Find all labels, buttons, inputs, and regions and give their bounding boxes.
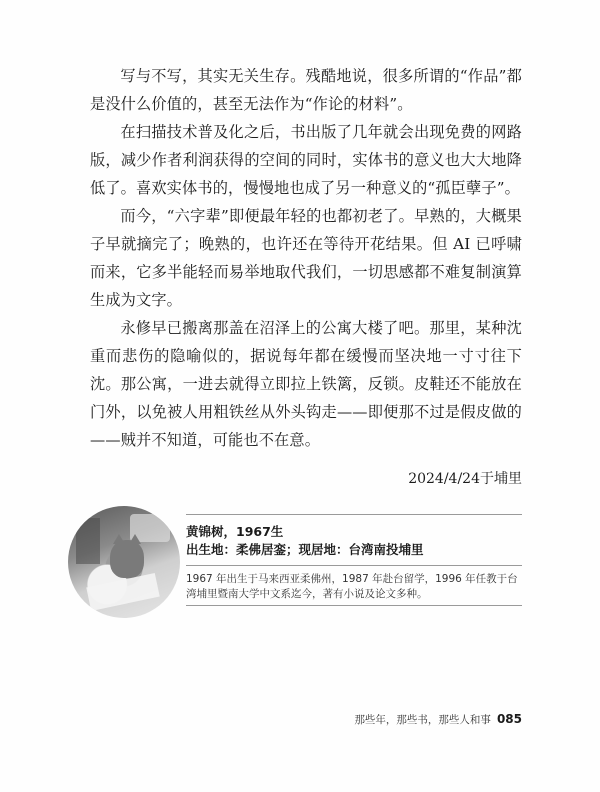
author-name: 黄锦树，1967生 xyxy=(186,524,284,539)
paragraph-4: 永修早已搬离那盖在沼泽上的公寓大楼了吧。那里，某种沈重而悲伤的隐喻似的，据说每年都在缓慢而坚决地一寸寸往下沈。那公寓，一进去就得立即拉上铁篱，反锁。皮鞋还不能放在门外，以免被人用粗铁丝从外头钩走——即便那不过是假皮做的——贼并不知道，可能也不在意。 xyxy=(90,319,522,449)
author-description: 1967 年出生于马来西亚柔佛州，1987 年赴台留学，1996 年任教于台湾埔里暨南大学中文系迄今，著有小说及论文多种。 xyxy=(186,573,518,600)
paragraph-3: 而今，“六字辈”即便最年轻的也都初老了。早熟的，大概果子早就摘完了；晚熟的，也许还在等待开花结果。但 AI 已呼啸而来，它多半能轻而易举地取代我们，一切思感都不难复制演算生成为文字。 xyxy=(90,207,522,309)
bio-middle-rule xyxy=(186,565,522,566)
page-footer xyxy=(280,712,522,727)
photo-bookshelf xyxy=(76,518,100,564)
author-photo xyxy=(68,506,180,618)
date-signoff: 2024/4/24于埔里 xyxy=(408,471,522,487)
paragraph-2: 在扫描技术普及化之后，书出版了几年就会出现免费的网路版，减少作者利润获得的空间的同时，实体书的意义也大大地降低了。喜欢实体书的，慢慢地也成了另一种意义的“孤臣孽子”。 xyxy=(90,123,522,197)
paragraph-1: 写与不写，其实无关生存。残酷地说，很多所谓的“作品”都是没什么价值的，甚至无法作为“作论的材料”。 xyxy=(90,67,522,113)
bio-bottom-rule xyxy=(186,605,522,606)
bio-top-rule xyxy=(186,514,522,515)
author-bio xyxy=(186,514,522,606)
author-origin: 出生地：柔佛居銮；现居地：台湾南投埔里 xyxy=(186,542,424,557)
photo-cat xyxy=(110,540,144,578)
essay-body xyxy=(90,62,522,454)
page-number: 085 xyxy=(496,712,522,726)
photo-papers xyxy=(86,573,159,611)
running-title: 那些年，那些书，那些人和事 xyxy=(354,714,491,726)
